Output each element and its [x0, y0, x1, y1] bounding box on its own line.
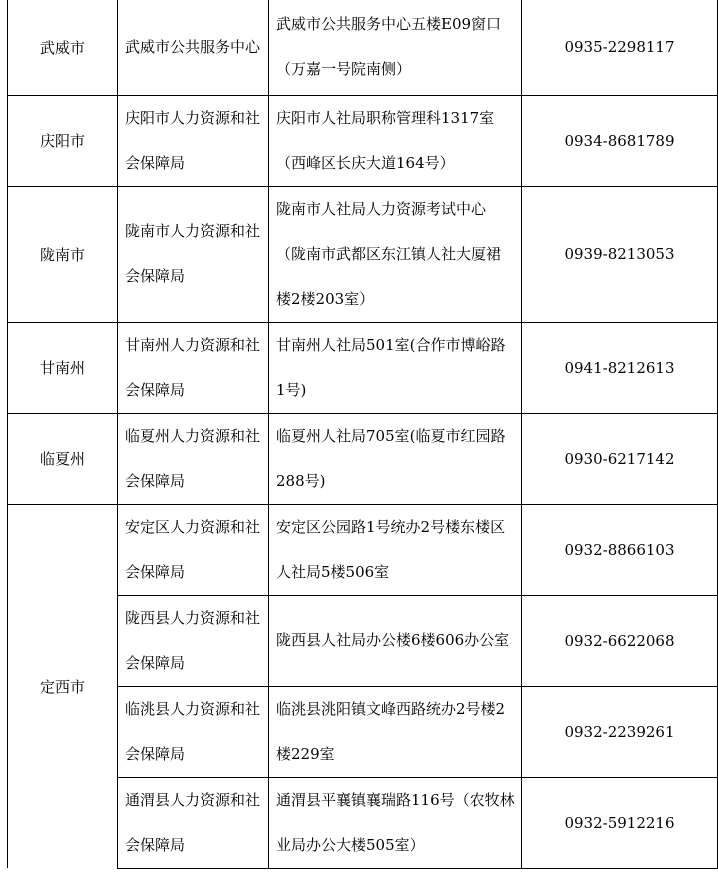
city-cell: 陇南市: [8, 186, 118, 322]
city-cell: 庆阳市: [8, 95, 118, 186]
phone-cell: 0930-6217142: [522, 413, 718, 504]
phone-cell: 0932-5912216: [522, 777, 718, 868]
org-cell: 陇西县人力资源和社会保障局: [125, 608, 261, 672]
address-cell: 通渭县平襄镇襄瑞路116号（农牧林业局办公大楼505室）: [276, 790, 515, 854]
table-row: [8, 95, 718, 186]
address-cell: 庆阳市人社局职称管理科1317室（西峰区长庆大道164号）: [276, 108, 495, 172]
address-cell: 武威市公共服务中心五楼E09窗口（万嘉一号院南侧）: [276, 15, 502, 79]
phone-cell: 0932-8866103: [522, 504, 718, 595]
phone-cell: 0935-2298117: [522, 0, 718, 95]
address-cell: 陇西县人社局办公楼6楼606办公室: [276, 631, 510, 649]
org-cell: 甘南州人力资源和社会保障局: [125, 335, 261, 399]
address-cell: 陇南市人社局人力资源考试中心（陇南市武都区东江镇人社大厦裙楼2楼203室）: [276, 199, 502, 308]
org-cell: 临洮县人力资源和社会保障局: [125, 699, 261, 763]
city-cell: 定西市: [8, 504, 118, 868]
phone-cell: 0932-2239261: [522, 686, 718, 777]
org-cell: 临夏州人力资源和社会保障局: [125, 426, 261, 490]
org-cell: 安定区人力资源和社会保障局: [125, 517, 261, 581]
address-cell: 临洮县洮阳镇文峰西路统办2号楼2楼229室: [276, 699, 506, 763]
phone-cell: 0934-8681789: [522, 95, 718, 186]
contact-table: [7, 0, 718, 869]
table-row: [8, 186, 718, 322]
city-cell: 甘南州: [8, 322, 118, 413]
city-cell: 武威市: [8, 0, 118, 95]
phone-cell: 0932-6622068: [522, 595, 718, 686]
address-cell: 甘南州人社局501室(合作市博峪路1号): [276, 335, 506, 399]
phone-cell: 0941-8212613: [522, 322, 718, 413]
phone-cell: 0939-8213053: [522, 186, 718, 322]
address-cell: 安定区公园路1号统办2号楼东楼区人社局5楼506室: [276, 517, 506, 581]
table-row: [8, 504, 718, 595]
org-cell: 陇南市人力资源和社会保障局: [125, 222, 261, 285]
table-row: [8, 0, 718, 95]
org-cell: 通渭县人力资源和社会保障局: [125, 790, 261, 854]
address-cell: 临夏州人社局705室(临夏市红园路288号): [276, 426, 506, 490]
table-row: [8, 413, 718, 504]
org-cell: 庆阳市人力资源和社会保障局: [125, 108, 261, 172]
table-row: [8, 322, 718, 413]
org-cell: 武威市公共服务中心: [125, 37, 261, 56]
city-cell: 临夏州: [8, 413, 118, 504]
